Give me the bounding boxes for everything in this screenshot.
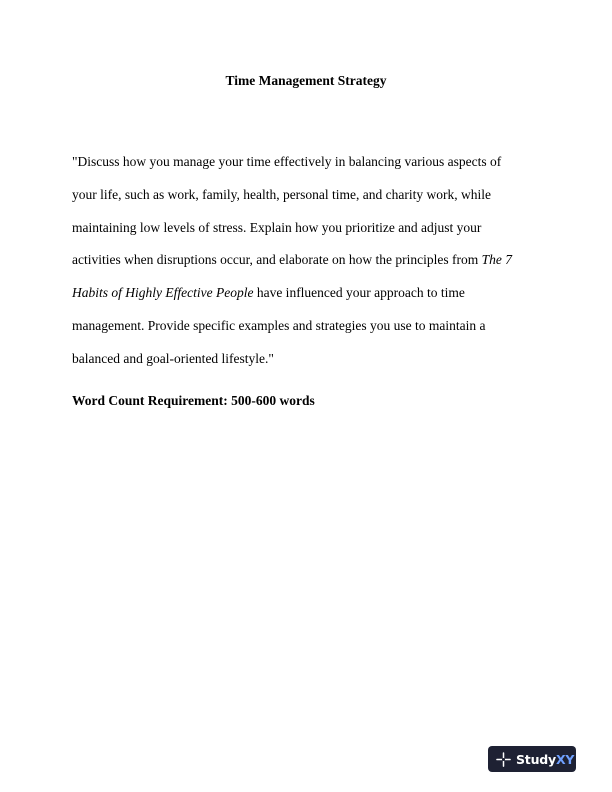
studyxy-logo-text: StudyXY (516, 751, 575, 767)
prompt-line: maintaining low levels of stress. Explain how you prioritize and adjust your (72, 219, 482, 235)
studyxy-watermark-badge (488, 746, 576, 772)
prompt-line: Habits of Highly Effective People have influenced your approach to time (72, 285, 465, 301)
book-title-italic: The 7 (481, 252, 512, 268)
prompt-line: management. Provide specific examples and strategies you use to maintain a (72, 317, 486, 333)
plus-sparkle-icon (496, 752, 511, 767)
document-title: Time Management Strategy (225, 73, 387, 88)
word-count-requirement: Word Count Requirement: 500-600 words (72, 393, 315, 408)
book-title-italic: Habits of Highly Effective People (72, 285, 254, 301)
prompt-paragraph (72, 153, 552, 383)
prompt-line: your life, such as work, family, health, personal time, and charity work, while (72, 186, 492, 202)
prompt-line: activities when disruptions occur, and elaborate on how the principles from The 7 (72, 252, 512, 268)
prompt-line: "Discuss how you manage your time effectively in balancing various aspects of (72, 154, 502, 169)
prompt-line: balanced and goal-oriented lifestyle." (72, 350, 274, 366)
